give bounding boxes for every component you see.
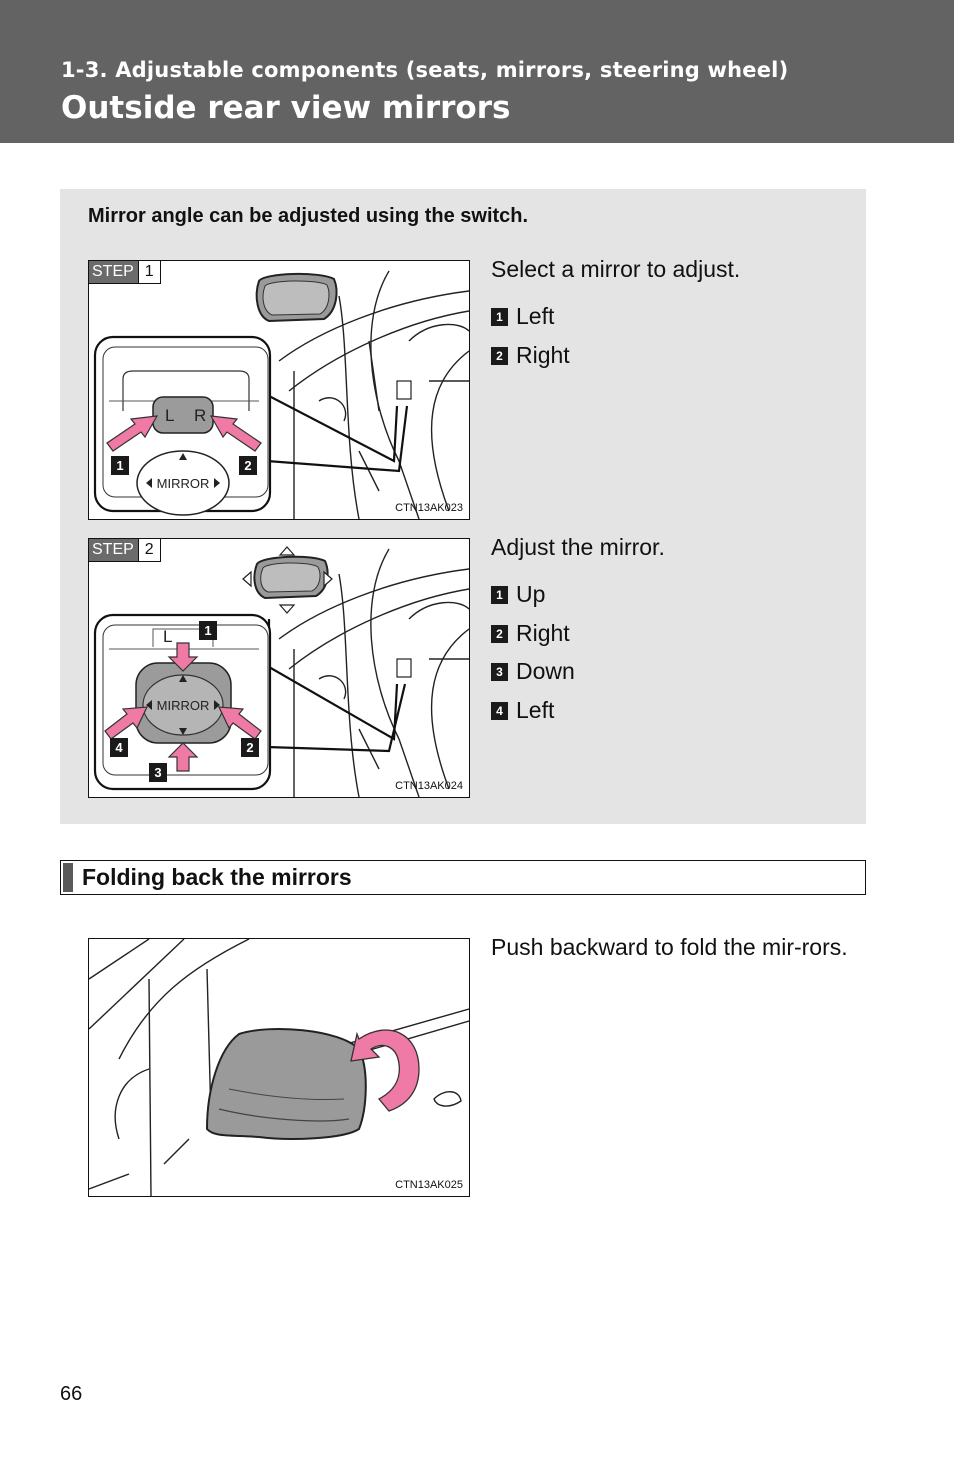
figure-code: CTN13AK023 xyxy=(395,502,463,514)
step2-item-right: 2 Right xyxy=(491,620,570,647)
step2-badge: STEP 2 xyxy=(89,539,161,562)
figure-code: CTN13AK025 xyxy=(395,1179,463,1191)
folding-illustration xyxy=(89,939,469,1196)
dial-label: MIRROR xyxy=(156,698,210,713)
page-title: Outside rear view mirrors xyxy=(61,90,511,126)
step2-instruction: Adjust the mirror. xyxy=(491,534,665,560)
step1-figure xyxy=(88,260,470,520)
heading-bar xyxy=(63,863,73,892)
folding-instruction: Push backward to fold the mir-rors. xyxy=(491,934,848,960)
dial-label: MIRROR xyxy=(156,476,210,491)
intro-text: Mirror angle can be adjusted using the switch. xyxy=(88,205,529,227)
step1-item-left: 1 Left xyxy=(491,303,554,330)
number-square-icon: 1 xyxy=(491,586,508,604)
svg-text:3: 3 xyxy=(154,765,162,780)
step1-instruction: Select a mirror to adjust. xyxy=(491,256,741,282)
svg-text:1: 1 xyxy=(204,623,212,638)
page-header xyxy=(0,0,954,143)
step2-illustration xyxy=(89,539,469,797)
switch-r-letter: R xyxy=(194,406,207,425)
number-square-icon: 2 xyxy=(491,347,508,365)
number-square-icon: 3 xyxy=(491,663,508,681)
folding-heading-text: Folding back the mirrors xyxy=(82,864,352,890)
step2-item-left: 4 Left xyxy=(491,697,554,724)
svg-text:2: 2 xyxy=(244,458,252,473)
switch-l-letter: L xyxy=(163,627,173,646)
svg-text:1: 1 xyxy=(116,458,124,473)
step1-illustration xyxy=(89,261,469,519)
step1-badge: STEP 1 xyxy=(89,261,161,284)
step2-item-down: 3 Down xyxy=(491,658,575,685)
number-square-icon: 4 xyxy=(491,702,508,720)
figure-code: CTN13AK024 xyxy=(395,780,463,792)
svg-text:4: 4 xyxy=(115,740,123,755)
step1-item-right: 2 Right xyxy=(491,342,570,369)
number-square-icon: 1 xyxy=(491,308,508,326)
section-label: 1-3. Adjustable components (seats, mirrors, steering wheel) xyxy=(61,58,789,82)
step2-item-up: 1 Up xyxy=(491,581,545,608)
folding-figure xyxy=(88,938,470,1197)
step2-figure xyxy=(88,538,470,798)
svg-text:2: 2 xyxy=(246,740,254,755)
folding-heading xyxy=(60,860,866,895)
number-square-icon: 2 xyxy=(491,625,508,643)
page-number: 66 xyxy=(60,1383,83,1405)
switch-l-letter: L xyxy=(165,406,175,425)
